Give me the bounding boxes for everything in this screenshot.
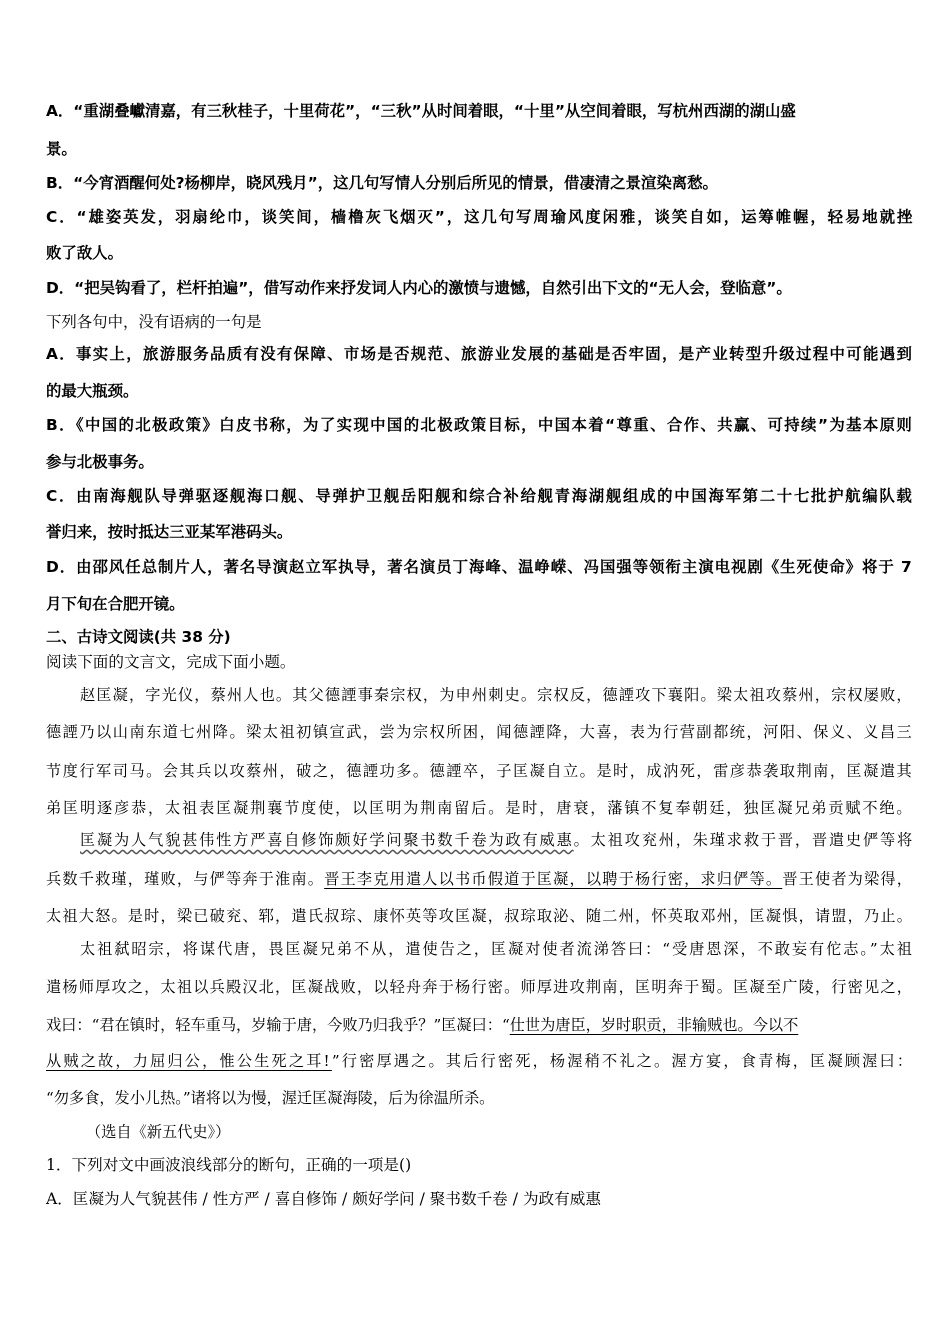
- underlined-sentence-2a: 仕世为唐臣，岁时职贡，非输贼也。今以不: [509, 1016, 799, 1034]
- passage-p3-line2: 遣杨师厚攻之，太祖以兵殿汉北，匡凝战败，以轻舟奔于杨行密。师厚进攻荆南，匡明奔于蜀。匡凝至广陵，行密见之，: [46, 978, 914, 996]
- passage-p3-line3: [46, 1015, 798, 1035]
- q-grammar-option-c-line2: 誉归来，按时抵达三亚某军港码头。: [46, 523, 293, 541]
- q-grammar-option-d-line2: 月下旬在合肥开镜。: [46, 595, 185, 613]
- section-title: 二、古诗文阅读(共 38 分): [46, 628, 231, 646]
- q-prev-option-a-line1: A．“重湖叠巘清嘉，有三秋桂子，十里荷花”，“三秋”从时间着眼，“十里”从空间着眼，写杭州西湖的湖山盛: [46, 102, 796, 120]
- question-1-option-a: A．匡凝为人气貌甚伟 / 性方严 / 喜自修饰 / 颇好学问 / 聚书数千卷 / 为政有威惠: [46, 1190, 601, 1208]
- passage-p3-line4-end: ”行密厚遇之。其后行密死，杨渥稍不礼之。渥方宴，食青梅，匡凝顾渥曰：: [331, 1052, 915, 1070]
- passage-p2-line3: 太祖大怒。是时，梁已破兖、郓，遣氏叔琮、康怀英等攻匡凝，叔琮取泌、随二州，怀英取邓州，匡凝惧，请盟，乃止。: [46, 907, 914, 925]
- passage-p2-line2: [46, 869, 913, 889]
- passage-p2-line1-rest: 。太祖攻兖州，朱瑾求救于晋，晋遣史俨等将: [573, 831, 915, 849]
- passage-p3-line3-start: 戏曰：“君在镇时，轻车重马，岁输于唐，今败乃归我乎？”匡凝曰：“: [46, 1016, 510, 1034]
- passage-p1-line1: 赵匡凝，字光仪，蔡州人也。其父德諲事秦宗权，为申州刺史。宗权反，德諲攻下襄阳。梁太祖攻蔡州，宗权屡败，: [80, 686, 913, 704]
- passage-p2-line1: [80, 830, 914, 850]
- q-prev-option-c-line1: C．“雄姿英发，羽扇纶巾，谈笑间，樯橹灰飞烟灭”，这几句写周瑜风度闲雅，谈笑自如，运筹帷幄，轻易地就挫: [46, 208, 915, 226]
- q-grammar-option-c-line1: C．由南海舰队导弹驱逐舰海口舰、导弹护卫舰岳阳舰和综合补给舰青海湖舰组成的中国海军第二十七批护航编队载: [46, 487, 914, 505]
- passage-p3-line5: “勿多食，发小儿热。”诸将以为慢，渥迁匡凝海陵，后为徐温所杀。: [46, 1089, 495, 1107]
- passage-p3-line4: [46, 1051, 914, 1071]
- passage-source: （选自《新五代史》）: [86, 1123, 231, 1141]
- q-prev-option-a-line2: 景。: [46, 140, 77, 158]
- q-prev-option-d: D．“把吴钩看了，栏杆拍遍”，借写动作来抒发词人内心的激愤与遗憾，自然引出下文的“无人会，登临意”。: [46, 279, 792, 297]
- q-grammar-stem: 下列各句中，没有语病的一句是: [46, 313, 262, 331]
- wavy-underlined-sentence: 匡凝为人气貌甚伟性方严喜自修饰颇好学问聚书数千卷为政有威惠: [80, 831, 574, 849]
- question-1-stem: 1．下列对文中画波浪线部分的断句，正确的一项是(): [46, 1156, 412, 1174]
- passage-p2-line2-start: 兵数千救瑾，瑾败，与俨等奔于淮南。: [46, 870, 325, 888]
- passage-p1-line2: 德諲乃以山南东道七州降。梁太祖初镇宣武，尝为宗权所困，闻德諲降，大喜，表为行营副都统，河阳、保义、义昌三: [46, 723, 914, 741]
- q-grammar-option-a-line1: A．事实上，旅游服务品质有没有保障、市场是否规范、旅游业发展的基础是否牢固，是产业转型升级过程中可能遇到: [46, 345, 914, 363]
- q-prev-option-c-line2: 败了敌人。: [46, 244, 123, 262]
- q-grammar-option-b-line2: 参与北极事务。: [46, 453, 154, 471]
- section-instruction: 阅读下面的文言文，完成下面小题。: [46, 653, 296, 671]
- passage-p3-line1: 太祖弑昭宗，将谋代唐，畏匡凝兄弟不从，遣使告之，匡凝对使者流涕答曰：“受唐恩深，不敢妄有佗志。”太祖: [80, 940, 914, 958]
- passage-p2-line2-end: 晋王使者为梁得，: [782, 870, 914, 888]
- underlined-sentence-2b: 从贼之故，力屈归公，惟公生死之耳!: [46, 1052, 332, 1070]
- q-grammar-option-a-line2: 的最大瓶颈。: [46, 382, 139, 400]
- passage-p1-line4: 弟匡明逐彦恭，太祖表匡凝荆襄节度使，以匡明为荆南留后。是时，唐衰，藩镇不复奉朝廷，独匡凝兄弟贡赋不绝。: [46, 799, 914, 817]
- q-prev-option-b: B．“今宵酒醒何处?杨柳岸，晓风残月”，这几句写情人分别后所见的情景，借凄清之景渲染离愁。: [46, 174, 718, 192]
- q-grammar-option-d-line1: D．由邵风任总制片人，著名导演赵立军执导，著名演员丁海峰、温峥嵘、冯国强等领衔主演电视剧《生死使命》将于 7: [46, 558, 913, 576]
- underlined-sentence-1: 晋王李克用遣人以书币假道于匡凝，以聘于杨行密，求归俨等。: [324, 870, 783, 888]
- q-grammar-option-b-line1: B．《中国的北极政策》白皮书称，为了实现中国的北极政策目标，中国本着“尊重、合作、共赢、可持续”为基本原则: [46, 416, 914, 434]
- passage-p1-line3: 节度行军司马。会其兵以攻蔡州，破之，德諲功多。德諲卒，子匡凝自立。是时，成汭死，雷彦恭袭取荆南，匡凝遣其: [46, 762, 914, 780]
